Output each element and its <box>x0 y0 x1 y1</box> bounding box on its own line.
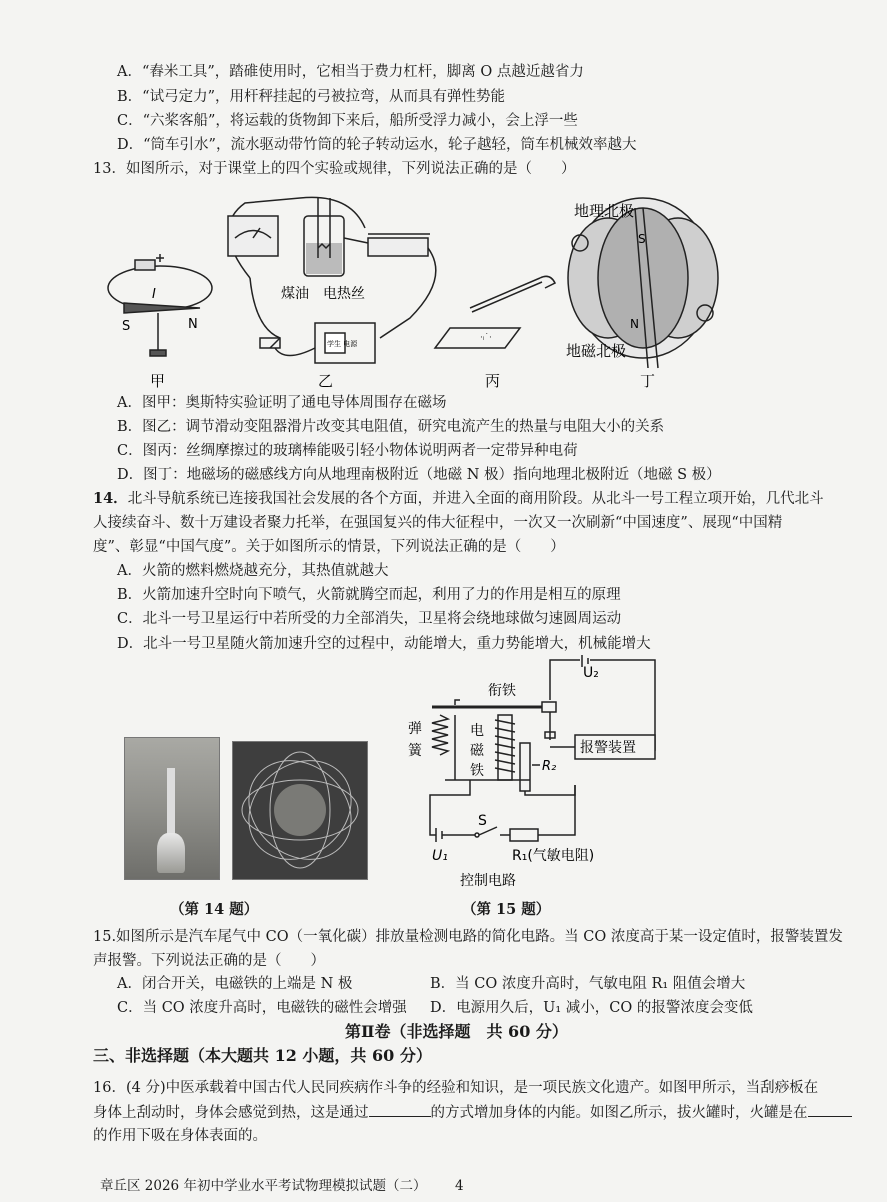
q14-option-b: B．火箭加速升空时向下喷气，火箭就腾空而起，利用了力的作用是相互的原理 <box>117 587 621 603</box>
q15-circuit <box>400 655 670 895</box>
q15-option-d: D．电源用久后，U₁ 减小，CO 的报警浓度会变低 <box>430 1000 753 1016</box>
fig-label-bing: 丙 <box>485 372 501 390</box>
q14-option-d: D．北斗一号卫星随火箭加速升空的过程中，动能增大，重力势能增大，机械能增大 <box>117 636 651 652</box>
q15-option-b: B．当 CO 浓度升高时，气敏电阻 R₁ 阻值会增大 <box>430 976 746 992</box>
power-supply-label: 学生 电源 <box>327 340 358 348</box>
q12-option-c: C．“六桨客船”，将运载的货物卸下来后，船所受浮力减小，会上浮一些 <box>117 113 578 129</box>
q12-option-b: B．“试弓定力”，用杆秤挂起的弓被拉弯，从而具有弹性势能 <box>117 89 505 105</box>
q14-option-c: C．北斗一号卫星运行中若所受的力全部消失，卫星将会绕地球做匀速圆周运动 <box>117 611 622 627</box>
q13-figure <box>100 188 820 393</box>
glass-rod-experiment <box>435 276 555 348</box>
q15-stem-line1: 15.如图所示是汽车尾气中 CO（一氧化碳）排放量检测电路的简化电路。当 CO 浓度高于某一设定值时，报警装置发 <box>93 929 843 945</box>
oersted-n-label: N <box>188 317 198 332</box>
electromagnet-label-1: 电 <box>470 723 484 739</box>
oersted-experiment <box>108 254 212 356</box>
q14-caption: （第 14 题） <box>170 901 259 918</box>
page-number: 4 <box>455 1178 464 1194</box>
q14-stem-line1 <box>93 489 824 509</box>
spring-label-2: 簧 <box>408 743 422 759</box>
q16-line2-part2: 的方式增加身体的内能。如图乙所示，拔火罐时，火罐是在 <box>430 1105 808 1121</box>
spring-label-1: 弹 <box>408 721 422 737</box>
electromagnet-label-3: 铁 <box>470 763 484 779</box>
q13-option-a: A．图甲：奥斯特实验证明了通电导体周围存在磁场 <box>117 395 447 411</box>
r1-label: R₁(气敏电阻) <box>512 848 595 864</box>
current-label: I <box>152 287 156 302</box>
q15-option-c: C．当 CO 浓度升高时，电磁铁的磁性会增强 <box>117 1000 407 1016</box>
q16-line1: 16．(4 分)中医承载着中国古代人民同疾病作斗争的经验和知识，是一项民族文化遗产。如图甲所示，当刮痧板在 <box>93 1080 819 1096</box>
q12-option-d: D．“筒车引水”，流水驱动带竹筒的轮子转动运水，轮子越轻，筒车机械效率越大 <box>117 137 637 153</box>
u2-label: U₂ <box>583 665 599 681</box>
electromagnet-label-2: 磁 <box>470 743 484 759</box>
fig-label-ding: 丁 <box>640 372 656 390</box>
geographic-north-label: 地理北极 <box>574 202 635 220</box>
q13-option-d: D．图丁：地磁场的磁感线方向从地理南极附近（地磁 N 极）指向地理北极附近（地磁 S 极） <box>117 467 721 483</box>
oersted-s-label: S <box>122 319 131 334</box>
armature-label: 衔铁 <box>488 683 516 699</box>
q14-option-a: A．火箭的燃料燃烧越充分，其热值就越大 <box>117 563 389 579</box>
rocket-exhaust <box>157 833 185 873</box>
joule-heating-experiment <box>228 197 436 363</box>
q16-answer-blank-1[interactable] <box>369 1102 431 1117</box>
q13-stem: 13．如图所示，对于课堂上的四个实验或规律，下列说法正确的是（ ） <box>93 161 576 177</box>
control-circuit-label: 控制电路 <box>460 873 516 889</box>
q16-line2-part1: 身体上刮动时，身体会感觉到热，这是通过 <box>93 1105 369 1121</box>
heater-wire-label: 电热丝 <box>323 286 365 302</box>
q15-caption: （第 15 题） <box>462 901 551 918</box>
q13-option-b: B．图乙：调节滑动变阻器滑片改变其电阻值，研究电流产生的热量与电阻大小的关系 <box>117 419 665 435</box>
q15-option-a: A．闭合开关，电磁铁的上端是 N 极 <box>117 976 353 992</box>
q16-line3: 的作用下吸在身体表面的。 <box>93 1128 267 1144</box>
rocket-launch-photo <box>124 737 220 880</box>
alarm-label: 报警装置 <box>580 740 636 756</box>
r2-label: R₂ <box>542 759 557 774</box>
globe-s-label: S <box>638 232 646 246</box>
fig-label-jia: 甲 <box>150 372 166 390</box>
satellite-orbits <box>233 742 367 879</box>
satellite-orbit-photo <box>232 741 368 880</box>
u1-label: U₁ <box>432 848 448 864</box>
globe-n-label: N <box>630 317 639 331</box>
footer-title: 章丘区 2026 年初中学业水平考试物理模拟试题（二） <box>100 1178 427 1194</box>
magnetic-north-label: 地磁北极 <box>566 342 627 360</box>
q15-stem-line2: 声报警。下列说法正确的是（ ） <box>93 953 325 969</box>
q14-stem-line2: 人接续奋斗、数十万建设者聚力托举，在强国复兴的伟大征程中，一次又一次刷新“中国速度”、展现“中国精 <box>93 515 783 531</box>
part2-title: 第Ⅱ卷（非选择题 共 60 分） <box>345 1022 568 1041</box>
q13-option-c: C．图丙：丝绸摩擦过的玻璃棒能吸引轻小物体说明两者一定带异种电荷 <box>117 443 578 459</box>
section3-title: 三、非选择题（本大题共 12 小题，共 60 分） <box>93 1046 432 1065</box>
q16-line2 <box>93 1102 852 1123</box>
kerosene-label: 煤油 <box>281 286 309 302</box>
fig-label-yi: 乙 <box>318 372 334 390</box>
svg-text:·ᵢ˙·: ·ᵢ˙· <box>480 333 492 343</box>
q14-number: 14． <box>93 490 128 507</box>
q14-line1-text: 北斗导航系统已连接我国社会发展的各个方面，并进入全面的商用阶段。从北斗一号工程立项开始，几代北斗 <box>127 491 824 507</box>
q12-option-a: A．“舂米工具”，踏碓使用时，它相当于费力杠杆，脚离 O 点越近越省力 <box>117 64 584 80</box>
rocket-shape <box>167 768 175 838</box>
q14-stem-line3: 度”、彰显“中国气度”。关于如图所示的情景，下列说法正确的是（ ） <box>93 539 565 555</box>
switch-label: S <box>478 813 487 829</box>
q16-answer-blank-2[interactable] <box>808 1102 852 1117</box>
